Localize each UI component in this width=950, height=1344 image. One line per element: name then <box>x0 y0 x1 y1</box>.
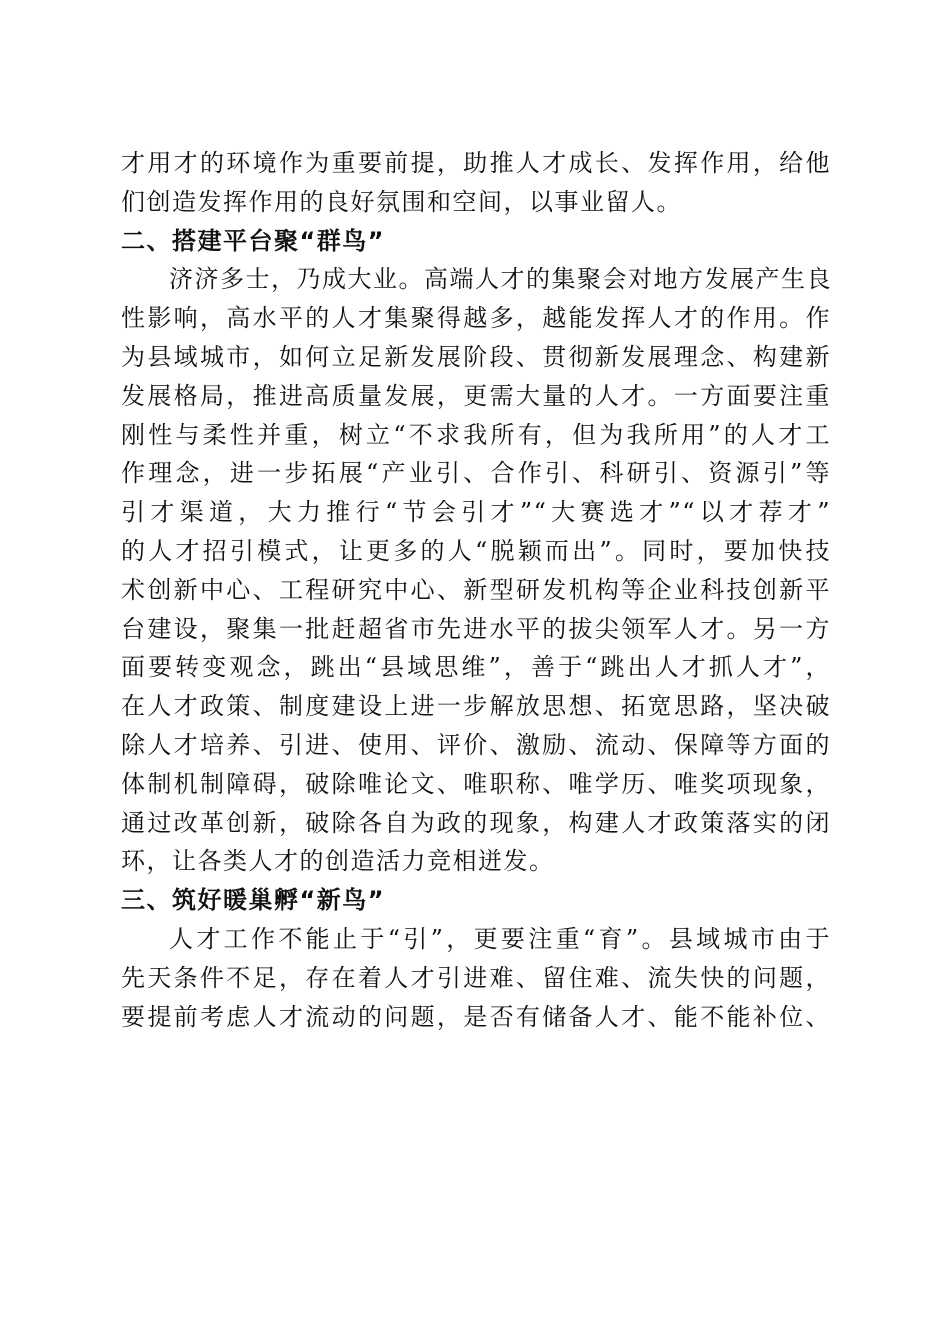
text-line: 面要转变观念，跳出“县域思维”，善于“跳出人才抓人才”， <box>121 653 831 682</box>
text-line: 人才工作不能止于“引”，更要注重“育”。县域城市由于 <box>169 924 831 953</box>
text-line: 台建设，聚集一批赶超省市先进水平的拔尖领军人才。另一方 <box>121 614 831 643</box>
text-line: 环，让各类人才的创造活力竞相迸发。 <box>121 847 555 876</box>
text-line: 刚性与柔性并重，树立“不求我所有，但为我所用”的人才工 <box>121 420 831 449</box>
text-line: 要提前考虑人才流动的问题，是否有储备人才、能不能补位、 <box>121 1002 831 1031</box>
text-line: 引才渠道，大力推行“节会引才”“大赛选才”“以才荐才” <box>121 498 831 527</box>
text-line: 先天条件不足，存在着人才引进难、留住难、流失快的问题， <box>121 963 831 992</box>
document-body <box>121 144 831 1036</box>
section-heading-3: 三、筑好暖巢孵“新鸟” <box>121 886 386 915</box>
text-line: 才用才的环境作为重要前提，助推人才成长、发挥作用，给他 <box>121 149 831 177</box>
text-line: 发展格局，推进高质量发展，更需大量的人才。一方面要注重 <box>121 381 831 410</box>
text-line: 们创造发挥作用的良好氛围和空间，以事业留人。 <box>121 187 682 216</box>
section-heading-2: 二、搭建平台聚“群鸟” <box>121 226 386 255</box>
text-line: 作理念，进一步拓展“产业引、合作引、科研引、资源引”等 <box>121 459 831 488</box>
text-line: 通过改革创新，破除各自为政的现象，构建人才政策落实的闭 <box>121 808 831 837</box>
text-line: 除人才培养、引进、使用、评价、激励、流动、保障等方面的 <box>121 730 831 759</box>
text-line: 济济多士，乃成大业。高端人才的集聚会对地方发展产生良 <box>169 265 832 294</box>
text-line: 体制机制障碍，破除唯论文、唯职称、唯学历、唯奖项现象， <box>121 769 831 798</box>
text-line: 的人才招引模式，让更多的人“脱颖而出”。同时，要加快技 <box>121 536 831 565</box>
text-line: 在人才政策、制度建设上进一步解放思想、拓宽思路，坚决破 <box>121 692 831 721</box>
text-line: 术创新中心、工程研究中心、新型研发机构等企业科技创新平 <box>121 575 831 604</box>
text-line: 为县域城市，如何立足新发展阶段、贯彻新发展理念、构建新 <box>121 342 831 371</box>
text-line: 性影响，高水平的人才集聚得越多，越能发挥人才的作用。作 <box>121 304 831 333</box>
paragraph-continuation <box>121 144 831 222</box>
paragraph-section-2 <box>121 260 831 881</box>
paragraph-section-3 <box>121 920 831 1036</box>
